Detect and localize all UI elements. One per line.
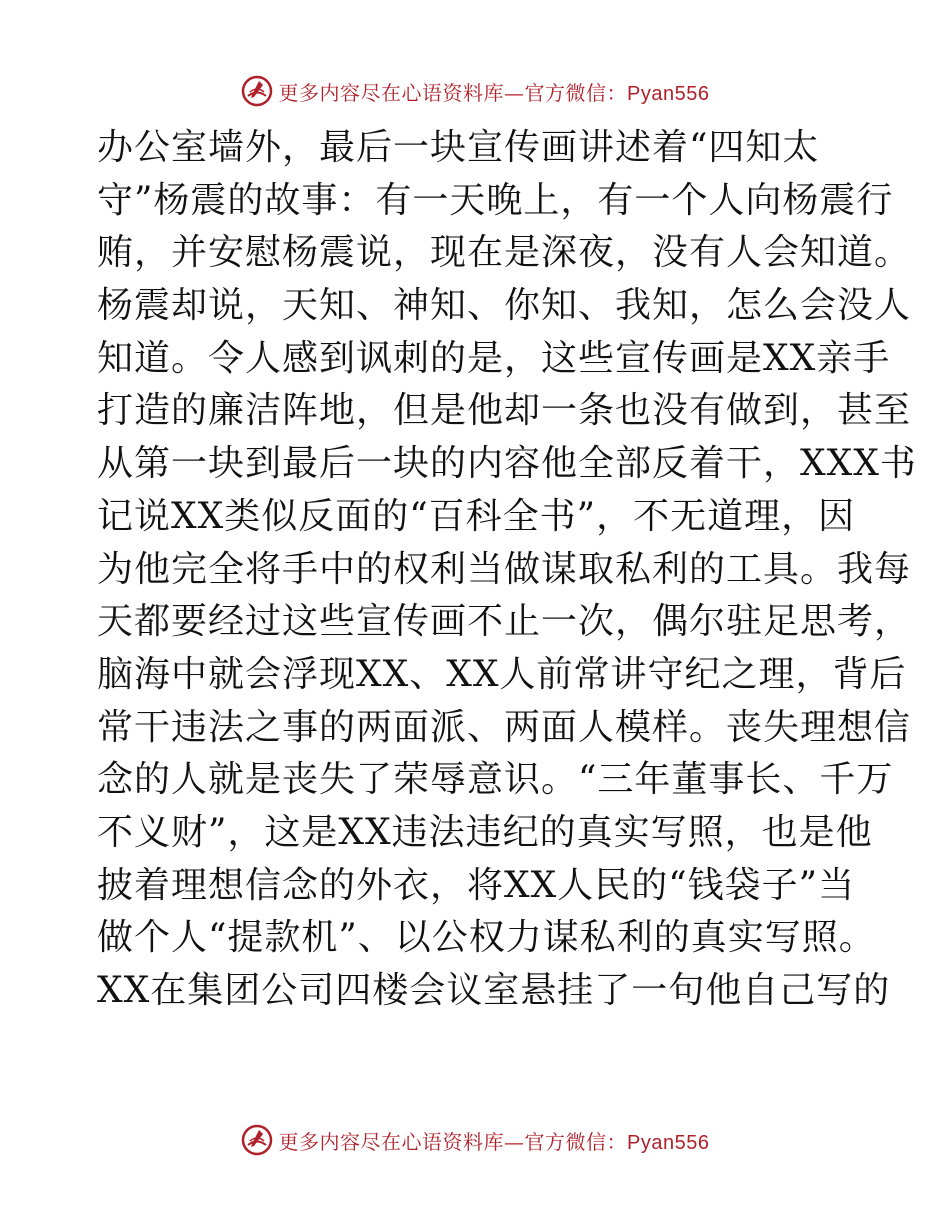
book-pen-logo-icon [241,1124,273,1156]
body-line: 杨震却说，天知、神知、你知、我知，怎么会没人 [97,285,912,327]
body-line: 知道。令人感到讽刺的是，这些宣传画是XX亲手 [97,337,891,379]
footer-banner-text: 更多内容尽在心语资料库—官方微信：Pyan556 [278,1129,710,1154]
body-line: 脑海中就会浮现XX、XX人前常讲守纪之理，背后 [97,653,907,695]
body-line: XX在集团公司四楼会议室悬挂了一句他自己写的 [97,970,891,1011]
body-line: 办公室墙外，最后一块宣传画讲述着“四知太 [97,127,820,168]
body-line: 守”杨震的故事：有一天晚上，有一个人向杨震行 [97,179,894,221]
body-line: 披着理想信念的外衣，将XX人民的“钱袋子”当 [97,864,856,906]
body-line: 从第一块到最后一块的内容他全部反着干，XXX书 [97,443,917,485]
header-banner [0,71,950,111]
body-line: 不义财”，这是XX违法违纪的真实写照，也是他 [97,811,873,853]
footer-banner [0,1120,950,1160]
body-line: 为他完全将手中的权利当做谋取私利的工具。我每 [97,548,912,590]
body-line: 贿，并安慰杨震说，现在是深夜，没有人会知道。 [97,232,912,274]
body-line: 做个人“提款机”、以公权力谋私利的真实写照。 [97,917,876,959]
body-line: 记说XX类似反面的“百科全书”，不无道理，因 [97,495,856,537]
body-line: 念的人就是丧失了荣辱意识。“三年董事长、千万 [97,759,894,801]
book-pen-logo-icon [241,75,273,107]
body-line: 常干违法之事的两面派、两面人模样。丧失理想信 [97,706,912,748]
header-banner-text: 更多内容尽在心语资料库—官方微信：Pyan556 [278,80,710,105]
body-line: 天都要经过这些宣传画不止一次，偶尔驻足思考， [97,601,912,643]
document-body [97,122,917,1018]
body-line: 打造的廉洁阵地，但是他却一条也没有做到，甚至 [97,390,912,432]
